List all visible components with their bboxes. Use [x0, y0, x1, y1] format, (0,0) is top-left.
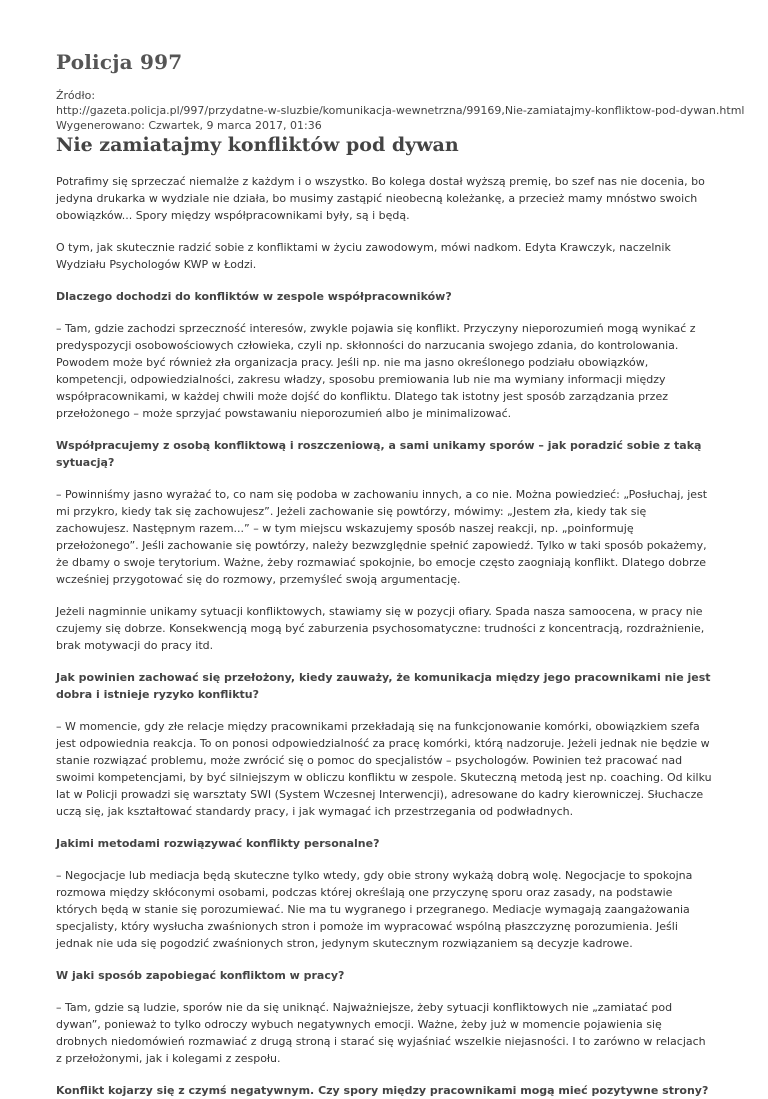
- interview-question: Jakimi metodami rozwiązywać konflikty personalne?: [56, 837, 380, 850]
- source-label: Źródło:: [56, 89, 96, 102]
- site-title: Policja 997: [56, 50, 183, 74]
- answer-paragraph: – Tam, gdzie zachodzi sprzeczność interesów, zwykle pojawia się konflikt. Przyczyny nieporozumień mogą wynikać z predyspozycji osobowościowych człowieka, czyli np. skłonności do narzucania swojego zdania, do kontrolowania. Powodem może być również zła organizacja pracy. Jeśli np. nie ma jasno określonego podziału obowiązków, kompetencji, odpowiedzialności, zakresu władzy, sposobu premiowania lub nie ma wymiany informacji między współpracownikami, w każdej chwili może dojść do konfliktu. Dlatego tak istotny jest sposób zarządzania przez przełożonego – może sprzyjać powstawaniu nieporozumień albo je minimalizować.: [56, 322, 696, 420]
- answer-paragraph: – W momencie, gdy złe relacje między pracownikami przekładają się na funkcjonowanie komórki, obowiązkiem szefa jest odpowiednia reakcja. To on ponosi odpowiedzialność za pracę komórki, którą nadzoruje. Jeżeli jednak nie będzie w stanie rozwiązać problemu, może zwrócić się o pomoc do specjalistów – psychologów. Powinien też pracować nad swoimi kompetencjami, by być silniejszym w obliczu konfliktu w zespole. Skuteczną metodą jest np. coaching. Od kilku lat w Policji prowadzi się warsztaty SWI (System Wczesnej Interwencji), adresowane do kadry kierowniczej. Słuchacze uczą się, jak kształtować standardy pracy, i jak wymagać ich przestrzegania od podwładnych.: [56, 720, 712, 818]
- intro-paragraph: O tym, jak skutecznie radzić sobie z konfliktami w życiu zawodowym, mówi nadkom. Edyta Krawczyk, naczelnik Wydziału Psychologów KWP w Łodzi.: [56, 241, 671, 271]
- answer-paragraph: – Negocjacje lub mediacja będą skuteczne tylko wtedy, gdy obie strony wykażą dobrą wolę. Negocjacje to spokojna rozmowa między skłóconymi osobami, podczas której określają one przyczynę sporu oraz zasady, na podstawie których będą w stanie się porozumiewać. Nie ma tu wygranego i przegranego. Mediacje wymagają zaangażowania specjalisty, który wysłucha zwaśnionych stron i pomoże im wypracować wspólną płaszczyznę porozumienia. Jeśli jednak nie uda się pogodzić zwaśnionych stron, jedynym skutecznym rozwiązaniem są decyzje kadrowe.: [56, 869, 693, 950]
- interview-question: Dlaczego dochodzi do konfliktów w zespole współpracowników?: [56, 290, 452, 303]
- answer-paragraph: – Powinniśmy jasno wyrażać to, co nam się podoba w zachowaniu innych, a co nie. Można powiedzieć: „Posłuchaj, jest mi przykro, kiedy tak się zachowujesz”. Jeżeli zachowanie się powtórzy, mówimy: „Jestem zła, kiedy tak się zachowujesz. Następnym razem...” – w tym miejscu wskazujemy sposób naszej reakcji, np. „poinformuję przełożonego”. Jeśli zachowanie się powtórzy, należy bezwzględnie spełnić zapowiedź. Tylko w taki sposób pokażemy, że dbamy o swoje terytorium. Ważne, żeby rozmawiać spokojnie, bo emocje często zaogniają konflikt. Dlatego dobrze wcześniej przygotować się do rozmowy, przemyśleć swoją argumentację.: [56, 488, 708, 586]
- interview-question: Współpracujemy z osobą konfliktową i roszczeniową, a sami unikamy sporów – jak poradzić sobie z taką sytuacją?: [56, 439, 702, 469]
- intro-paragraph: Potrafimy się sprzeczać niemalże z każdym i o wszystko. Bo kolega dostał wyższą premię, bo szef nas nie docenia, bo jedyna drukarka w wydziale nie działa, bo musimy zastąpić nieobecną koleżankę, a przecież mamy mnóstwo swoich obowiązków... Spory między współpracownikami były, są i będą.: [56, 175, 705, 222]
- answer-paragraph: – Tam, gdzie są ludzie, sporów nie da się uniknąć. Najważniejsze, żeby sytuacji konfliktowych nie „zamiatać pod dywan”, ponieważ to tylko odroczy wybuch negatywnych emocji. Ważne, żeby już w momencie pojawienia się drobnych niedomówień rozmawiać z drugą stroną i starać się wyjaśniać wszelkie niejasności. I to zarówno w relacjach z przełożonymi, jak i kolegami z zespołu.: [56, 1001, 706, 1065]
- interview-question: Konflikt kojarzy się z czymś negatywnym. Czy spory między pracownikami mogą mieć pozytywne strony?: [56, 1084, 709, 1097]
- source-url: http://gazeta.policja.pl/997/przydatne-w-sluzbie/komunikacja-wewnetrzna/99169,Nie-zamiatajmy-konfliktow-pod-dywan.html: [56, 104, 745, 117]
- answer-paragraph: Jeżeli nagminnie unikamy sytuacji konfliktowych, stawiamy się w pozycji ofiary. Spada nasza samoocena, w pracy nie czujemy się dobrze. Konsekwencją mogą być zaburzenia psychosomatyczne: trudności z koncentracją, rozdrażnienie, brak motywacji do pracy itd.: [56, 605, 705, 652]
- interview-question: Jak powinien zachować się przełożony, kiedy zauważy, że komunikacja między jego pracownikami nie jest dobra i istnieje ryzyko konfliktu?: [56, 671, 711, 701]
- generated-date: Wygenerowano: Czwartek, 9 marca 2017, 01:36: [56, 119, 322, 132]
- document-meta: [56, 88, 745, 133]
- article-title: Nie zamiatajmy konfliktów pod dywan: [56, 134, 459, 156]
- interview-question: W jaki sposób zapobiegać konfliktom w pracy?: [56, 969, 345, 982]
